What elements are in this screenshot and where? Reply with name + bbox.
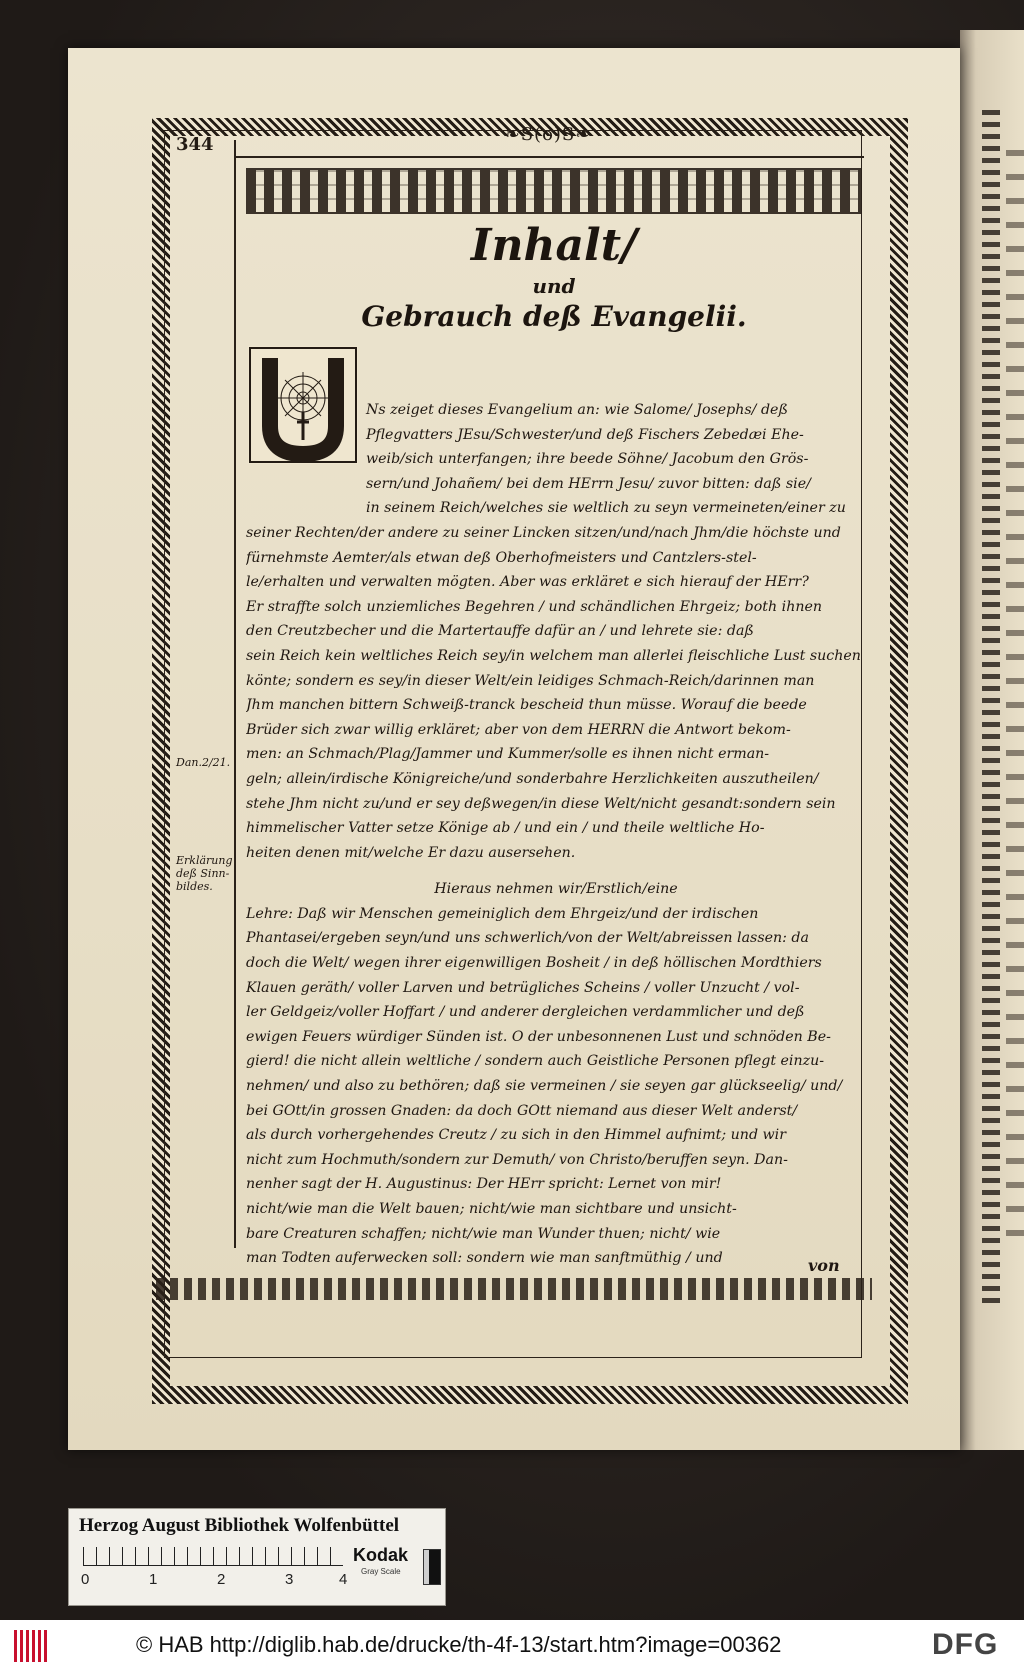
text-line: nenher sagt der H. Augustinus: Der HErr spricht: Lernet von mir! [246, 1176, 722, 1193]
subtitle-connector: und [532, 274, 576, 298]
dfg-logo[interactable]: DFG [932, 1628, 999, 1661]
gray-patch [423, 1549, 441, 1585]
text-line: fürnehmste Aemter/als etwan deß Oberhofmeisters und Cantzlers-stel- [246, 549, 757, 566]
scale-bar [83, 1547, 343, 1566]
margin-note-erklaerung: Erklärung deß Sinn-bildes. [176, 854, 233, 893]
text-line: sein Reich kein weltliches Reich sey/in welchem man allerlei fleischliche Lust suchen [246, 647, 861, 664]
facing-page-text [1006, 150, 1024, 1250]
body-text [246, 344, 866, 1271]
scale-number: 0 [81, 1571, 90, 1588]
text-line: nicht/wie man die Welt bauen; nicht/wie man sichtbare und unsicht- [246, 1201, 737, 1217]
text-line: seiner Rechten/der andere zu seiner Lincken sitzen/und/nach Jhm/die höchste und [246, 524, 841, 541]
page-number: 344 [176, 134, 214, 155]
text-line: als durch vorhergehendes Creutz / zu sich in den Himmel aufnimt; und wir [246, 1127, 786, 1144]
footer-bar [0, 1620, 1024, 1672]
header-rule [234, 156, 864, 158]
text-line: den Creutzbecher und die Martertauffe dafür an / und lehrete sie: daß [246, 623, 754, 640]
text-line: weib/sich unterfangen; ihre beede Söhne/ Jacobum den Grös- [366, 451, 809, 468]
scale-number: 1 [149, 1571, 158, 1588]
scale-number: 4 [339, 1571, 348, 1588]
text-line: ler Geldgeiz/voller Hoffart / und anderer dergleichen verdammlicher und deß [246, 1004, 805, 1021]
text-line: Klauen geräth/ voller Larven und betrügliches Scheins / voller Unzucht / vol- [246, 979, 800, 996]
text-line: Ns zeiget dieses Evangelium an: wie Salome/ Josephs/ deß [366, 402, 788, 418]
book-page [68, 48, 960, 1450]
text-line: bare Creaturen schaffen; nicht/wie man Wunder thuen; nicht/ wie [246, 1225, 721, 1242]
text-line: le/erhalten und verwalten mögten. Aber was erkläret e sich hierauf der HErr? [246, 574, 809, 591]
text-line: stehe Jhm nicht zu/und er sey deßwegen/in diese Welt/nicht gesandt:sondern sein [246, 795, 836, 812]
text-line: ewigen Feuers würdiger Sünden ist. O der unbesonnenen Lust und schnöden Be- [246, 1028, 831, 1045]
text-line: Brüder sich zwar willig erkläret; aber von dem HERRN die Antwort bekom- [246, 721, 791, 738]
color-target-card [68, 1508, 446, 1606]
text-line: Jhm manchen bittern Schweiß-tranck bescheid thun müsse. Worauf die beede [246, 697, 807, 714]
margin-rule [234, 140, 236, 1248]
facing-page-edge [960, 30, 1024, 1450]
text-line: nehmen/ und also zu bethören; daß sie vermeinen / sie seyen gar glückseelig/ und/ [246, 1078, 843, 1095]
text-line: man Todten auferwecken soll: sondern wie man sanftmüthig / und [246, 1250, 723, 1267]
text-line: nicht zum Hochmuth/sondern zur Demuth/ von Christo/beruffen seyn. Dan- [246, 1151, 788, 1168]
text-line: geln; allein/irdische Königreiche/und sonderbahre Herzlichkeiten auszutheilen/ [246, 770, 819, 787]
text-line: Er straffte solch unziemliches Begehren / und schändlichen Ehrgeiz; both ihnen [246, 598, 822, 615]
page-title: Inhalt/ [470, 220, 638, 271]
header-ornament-glyph: ❧S(o)S❧ [504, 124, 592, 145]
headpiece-ornament [246, 168, 862, 214]
margin-note-dan: Dan.2/21. [176, 756, 231, 769]
scale-number: 3 [285, 1571, 294, 1588]
text-line: Pflegvatters JEsu/Schwester/und deß Fischers Zebedæi Ehe- [366, 426, 804, 443]
text-line: doch die Welt/ wegen ihrer eigenwilligen Bosheit / in deß höllischen Mordthiers [246, 955, 822, 972]
text-line: in seinem Reich/welches sie weltlich zu seyn vermeineten/einer zu [366, 500, 846, 517]
text-line: gierd! die nicht allein weltliche / sondern auch Geistliche Personen pflegt einzu- [246, 1053, 825, 1070]
catchword: von [808, 1256, 840, 1275]
text-line: sern/und Johañem/ bei dem HErrn Jesu/ zuvor bitten: daß sie/ [366, 475, 811, 492]
section-heading: Hieraus nehmen wir/Erstlich/eine [434, 881, 678, 898]
text-line: Lehre: Daß wir Menschen gemeiniglich dem Ehrgeiz/und der irdischen [246, 905, 759, 922]
source-link[interactable]: © HAB http://diglib.hab.de/drucke/th-4f-13/start.htm?image=00362 [136, 1632, 782, 1657]
library-label: Herzog August Bibliothek Wolfenbüttel [79, 1515, 400, 1536]
text-line: könte; sondern es sey/in dieser Welt/ein leidiges Schmach-Reich/darinnen man [246, 672, 815, 689]
text-line: men: an Schmach/Plag/Jammer und Kummer/solle es ihnen nicht erman- [246, 746, 770, 763]
text-line: himmelischer Vatter setze Könige ab / und ein / und theile weltliche Ho- [246, 820, 765, 837]
text-line: bei GOtt/in grossen Gnaden: da doch GOtt niemand aus dieser Welt anderst/ [246, 1102, 798, 1119]
text-line: Phantasei/ergeben seyn/und uns schwerlich/von der Welt/abreissen lassen: da [246, 930, 809, 947]
bottom-ornament [156, 1278, 872, 1300]
facing-page-border [982, 110, 1000, 1310]
text-line: heiten denen mit/welche Er dazu ausersehen. [246, 844, 576, 861]
scale-number: 2 [217, 1571, 226, 1588]
hab-logo-icon[interactable] [14, 1630, 48, 1662]
gray-scale-label: Gray Scale [361, 1567, 401, 1576]
kodak-brand: Kodak [353, 1545, 409, 1565]
page-subtitle: Gebrauch deß Evangelii. [361, 300, 747, 333]
